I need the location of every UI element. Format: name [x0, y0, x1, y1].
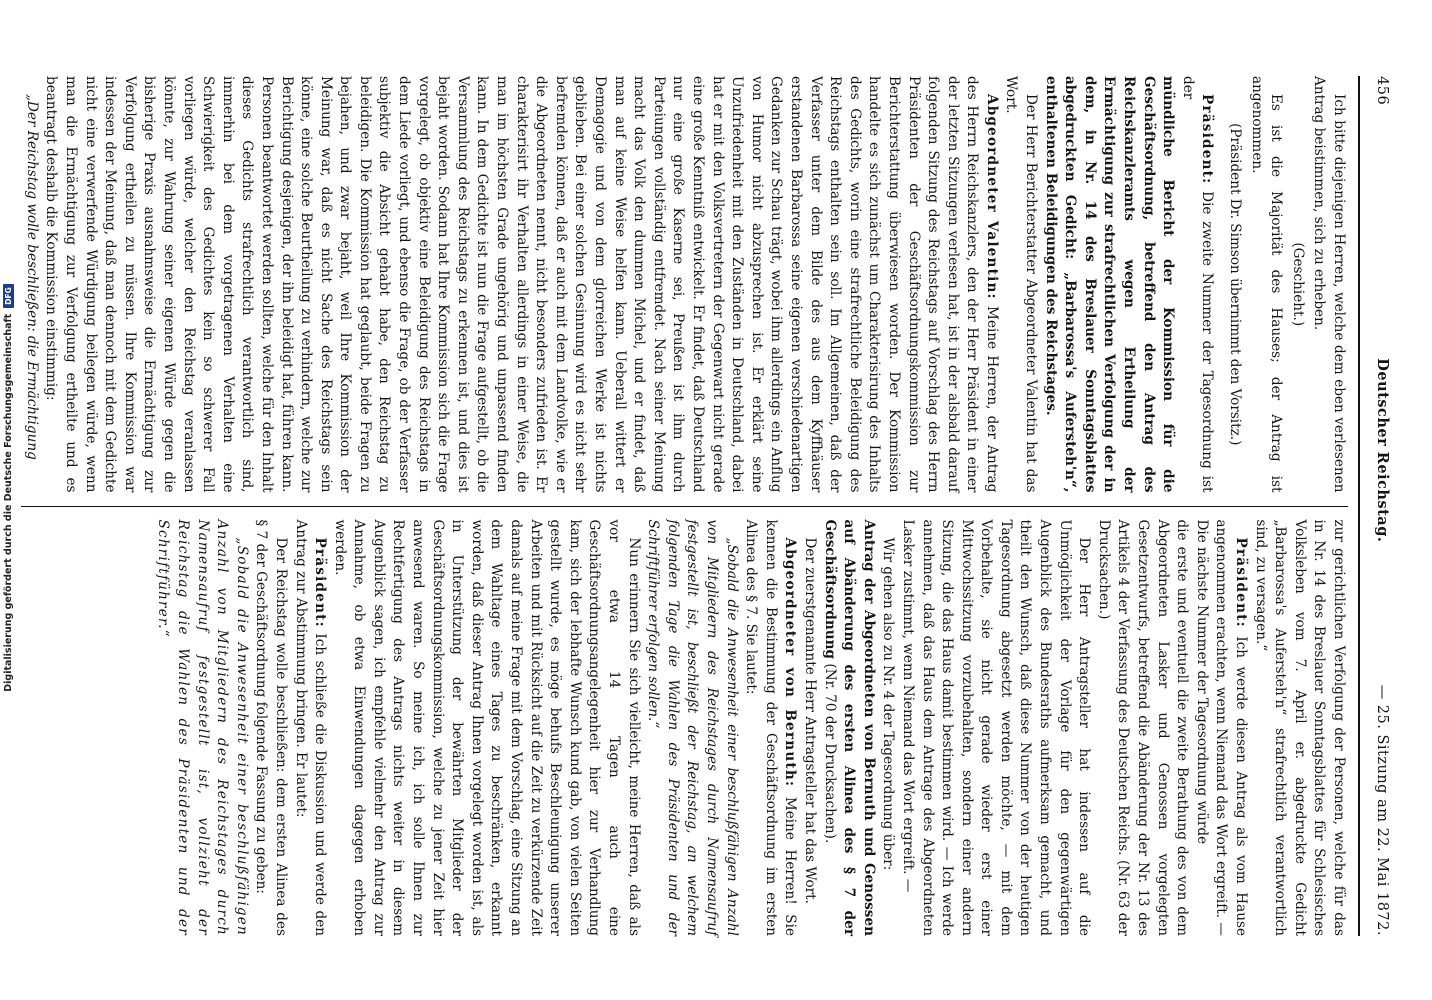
paragraph: Ich bitte diejenigen Herren, welche dem eben verlesenen Antrag beistimmen, sich zu erheben. — [1311, 76, 1347, 493]
paragraph: Wir gehen also zu Nr. 4 der Tagesordnung über: — [880, 537, 897, 871]
paragraph: Der Herr Berichterstatter Abgeordneter Valentin hat das Wort. — [1003, 76, 1040, 493]
page-number: 456 — [1374, 76, 1390, 106]
speech-text: Meine Herren! Sie kennen die Bestimmung der Geschäftsordnung im ersten Alinea des § 7. Sie lautet: — [743, 519, 799, 936]
paragraph — [1177, 76, 1216, 493]
speaker-name: Präsident: — [1233, 537, 1250, 628]
header-rule — [1358, 76, 1360, 936]
quoted-motion: „Der Reichstag wolle beschließen: die Ermächtigung — [23, 94, 40, 460]
spacer — [1216, 76, 1222, 493]
digitization-credit — [2, 0, 14, 988]
stage-direction: (Geschieht.) — [1289, 242, 1306, 327]
speaker-name: Präsident: — [312, 537, 329, 628]
text-columns — [21, 76, 1348, 936]
paragraph — [41, 76, 1001, 493]
agenda-item-title: Antrag der Abgeordneten von Bernuth und Genossen auf Abänderung des ersten Alinea des § 7 der Geschäftsordnung — [821, 519, 877, 936]
speech-text: Ich schließe die Diskussion und werde den Antrag zur Abstimmung bringen. Er lautet: — [292, 519, 329, 936]
paragraph — [290, 520, 329, 937]
quoted-motion: „Sobald die Anwesenheit einer beschlußfähigen Anzahl von Mitgliedern des Reichstages durch Namensaufruf festgestellt ist, vollzieht der Reichstag die Wahlen des Präsidenten und der Schriftführer.“ — [155, 519, 250, 936]
speech-text: Meine Herren, der Antrag des Herrn Reichskanzlers, den der Herr Präsident in einer der letzten Sitzungen verlesen hat, ist in der alsbald darauf folgenden Sitzung des Reichstags auf Vorschlag des Herrn Präsidenten der Geschäftsordnungskommission zur Berichterstattung überwiesen worden. Der Kommission handelte es sich zunächst um Charakterisirung des Inhalts des Gedichts, worin eine strafrechtliche Beleidigung des Reichstags enthalten sein soll. Im Allgemeinen, daß der Verfasser unter dem Bilde des aus dem Kyffhäuser erstandenen Barbarossa seine eigenen verschiedenartigen Gedanken zur Schau trägt, wobei ihm allerdings ein Anflug von Humor nicht abzusprechen ist. Er erklärt seine Unzufriedenheit mit den Zuständen in Deutschland, dabei hat er mit den Volksvertretern der Gegenwart nicht gerade eine große Kenntniß entwickelt. Er findet, daß Deutschland nur eine große Kaserne sei, Preußen ist ihm durch Parteiungen vollständig entfremdet. Nach seiner Meinung macht das Volk den dummen Michel, und er findet, daß man auf keine Weise helfen kann. Ueberall wittert er Demagogie und von dem glorreichen Werke ist nichts geblieben. Bei einer solchen Gesinnung wird es nicht sehr befremden können, daß er auch mit dem Landvolke, wie er die Abgeordneten nennt, nicht besonders zufrieden ist. Er charakterisirt ihr Verhalten allerdings in einer Weise, die man im höchsten Grade ungehörig und unpassend finden kann. In dem Gedichte ist nun die Frage aufgestellt, ob die Versammlung des Reichstags zu erkennen ist, und dies ist bejaht worden. Sodann hat Ihre Kommission sich die Frage vorgelegt, ob objektiv eine Beleidigung des Reichstags in dem Liede vorliegt, und ebenso die Frage, ob der Verfasser subjektiv die Absicht gehabt habe, den Reichstag zu beleidigen. Die Kommission hat geglaubt, beide Fragen zu bejahen, und zwar bejaht, weil Ihre Kommission der Meinung war, daß es nicht Sache des Reichstags sein könne, eine solche Beurtheilung zu verhindern, welche zur Berichtigung desjenigen, der ihn beleidigt hat, führen kann. Personen beantwortet werden sollten, welche für den Inhalt dieses Gedichts strafrechtlich verantwortlich sind, immerhin bei dem vorgetragenen Verhalten eine Schwierigkeit des Gedichtes kein so schwerer Fall vorliegen würde, welcher den Reichstag veranlassen könnte, zur Wahrung seiner eigenen Würde gegen die bisherige Praxis ausnahmsweise die Ermächtigung zur Verfolgung ertheilen zu müssen. Ihre Kommission war indessen der Meinung, daß man dennoch mit dem Gedichte nicht eine verwerfende Würdigung beilegen würde, wenn man die Ermächtigung zur Verfolgung ertheilte und es beantragt deshalb die Kommission einstimmig: — [43, 76, 1000, 493]
journal-title: Deutscher Reichstag. — [1374, 358, 1391, 543]
paragraph: zur gerichtlichen Verfolgung der Personen, welche für das in Nr. 14 des Breslauer Sonntagsblattes für Schlesisches Volksleben vom 7. April er. abgedruckte Gedicht „Barbarossa's Aufersteh'n“ strafrechtlich verantwortlich sind, zu versagen.“ — [1252, 519, 1347, 936]
speech-text: Ich werde diesen Antrag als vom Hause angenommen erachten, wenn Niemand das Wort ergreift. — Die nächste Nummer der Tagesordnung würde — [1193, 519, 1250, 936]
dfg-logo-icon: DFG — [3, 284, 14, 308]
paragraph: Nun erinnern Sie sich vielleicht, meine Herren, daß als vor etwa 14 Tagen auch eine Geschäftsordnungsangelegenheit hier zur Verhandlung kam, sich der lebhafte Wunsch kund gab, von vielen Seiten gestellt wurde, es möge behufs Beschleunigung unserer Arbeiten und mit Rücksicht auf die Zeit zu verkürzende Zeit damals auf meine Frage mit dem Vorschlag, eine Sitzung an dem Wahltage eines Tages zu beschränken, erkannt worden, daß dieser Antrag Ihnen vorgelegt worden ist, als in Unterstützung der bewährten Mitglieder der Geschäftsordnungskommission, welche zu jener Zeit hier anwesend waren. So meine ich, ich solle Ihnen zur Rechtfertigung des Antrags nichts weiter in diesem Augenblick sagen, ich empfehle vielmehr den Antrag zur Annahme, ob etwa Einwendungen dagegen erhoben werden. — [331, 519, 642, 936]
left-column — [21, 76, 1348, 506]
speaker-name: Präsident: — [1199, 94, 1216, 185]
right-column — [153, 507, 1348, 937]
speech-text: Die zweite Nummer der Tagesordnung ist der — [1179, 76, 1216, 493]
paragraph: Der zuerstgenannte Herr Antragsteller hat das Wort. — [801, 537, 818, 904]
credit-text: Digitalisierung gefördert durch die Deutsche Forschungsgemeinschaft — [2, 313, 14, 692]
speaker-name: Abgeordneter Valentin: — [983, 94, 1000, 300]
paragraph — [1191, 520, 1250, 937]
paragraph — [741, 520, 800, 937]
paragraph: Es ist die Majorität des Hauses; der Antrag ist angenommen. — [1248, 76, 1285, 493]
quoted-rule: „Sobald die Anwesenheit einer beschlußfähigen Anzahl von Mitgliedern des Reichstages durch Namensaufruf festgestellt ist, beschließt der Reichstag, an welchem folgenden Tage die Wahlen des Präsidenten und der Schriftführer erfolgen sollen.“ — [645, 519, 740, 936]
agenda-item-heading — [819, 520, 878, 937]
stage-direction: (Präsident Dr. Simson übernimmt den Vorsitz.) — [1227, 123, 1244, 446]
agenda-item-reference: (Nr. 70 der Drucksachen). — [821, 663, 838, 844]
page-header — [1368, 76, 1392, 936]
paragraph: Der Herr Antragsteller hat indessen auf die Unmöglichkeit der Vorlage für den gegenwärtigen Augenblick des Bundesraths aufmerksam gemacht, und theilt den Wunsch, daß diese Nummer von der heutigen Tagesordnung abgesetzt werden möchte, — mit dem Vorbehalte, sie nicht gerade wieder erst einer Mittwochssitzung vorzubehalten, sondern einer andern Sitzung, die das Haus damit bestimmen wird. — Ich werde annehmen, daß das Haus dem Antrage des Abgeordneten Lasker zustimmt, wenn Niemand das Wort ergreift. — — [899, 519, 1093, 936]
agenda-item-heading: mündliche Bericht der Kommission für die Geschäftsordnung, betreffend den Antrag des Reichskanzleramts wegen Ertheilung der Ermächtigung zur strafrechtlichen Verfolgung der in dem, in Nr. 14 des Breslauer Sonntagsblattes abgedruckten Gedicht: „Barbarossa's Aufersteh'n“, enthaltenen Beleidigungen des Reichstages. — [1042, 76, 1177, 493]
paragraph: die erste und eventuell die zweite Berathung des von dem Abgeordneten Lasker und Genossen vorgelegten Gesetzentwurfs, betreffend die Abänderung der Nr. 13 des Artikels 4 der Verfassung des Deutschen Reichs. (Nr. 63 der Drucksachen.) — [1095, 519, 1191, 936]
speaker-name: Abgeordneter von Bernuth: — [782, 537, 799, 788]
session-title: — 25. Sitzung am 22. Mai 1872. — [1374, 684, 1390, 936]
paragraph: Der Reichstag wolle beschließen: dem ersten Alinea des § 7 der Geschäftsordnung folgende Fassung zu geben: — [253, 519, 289, 936]
